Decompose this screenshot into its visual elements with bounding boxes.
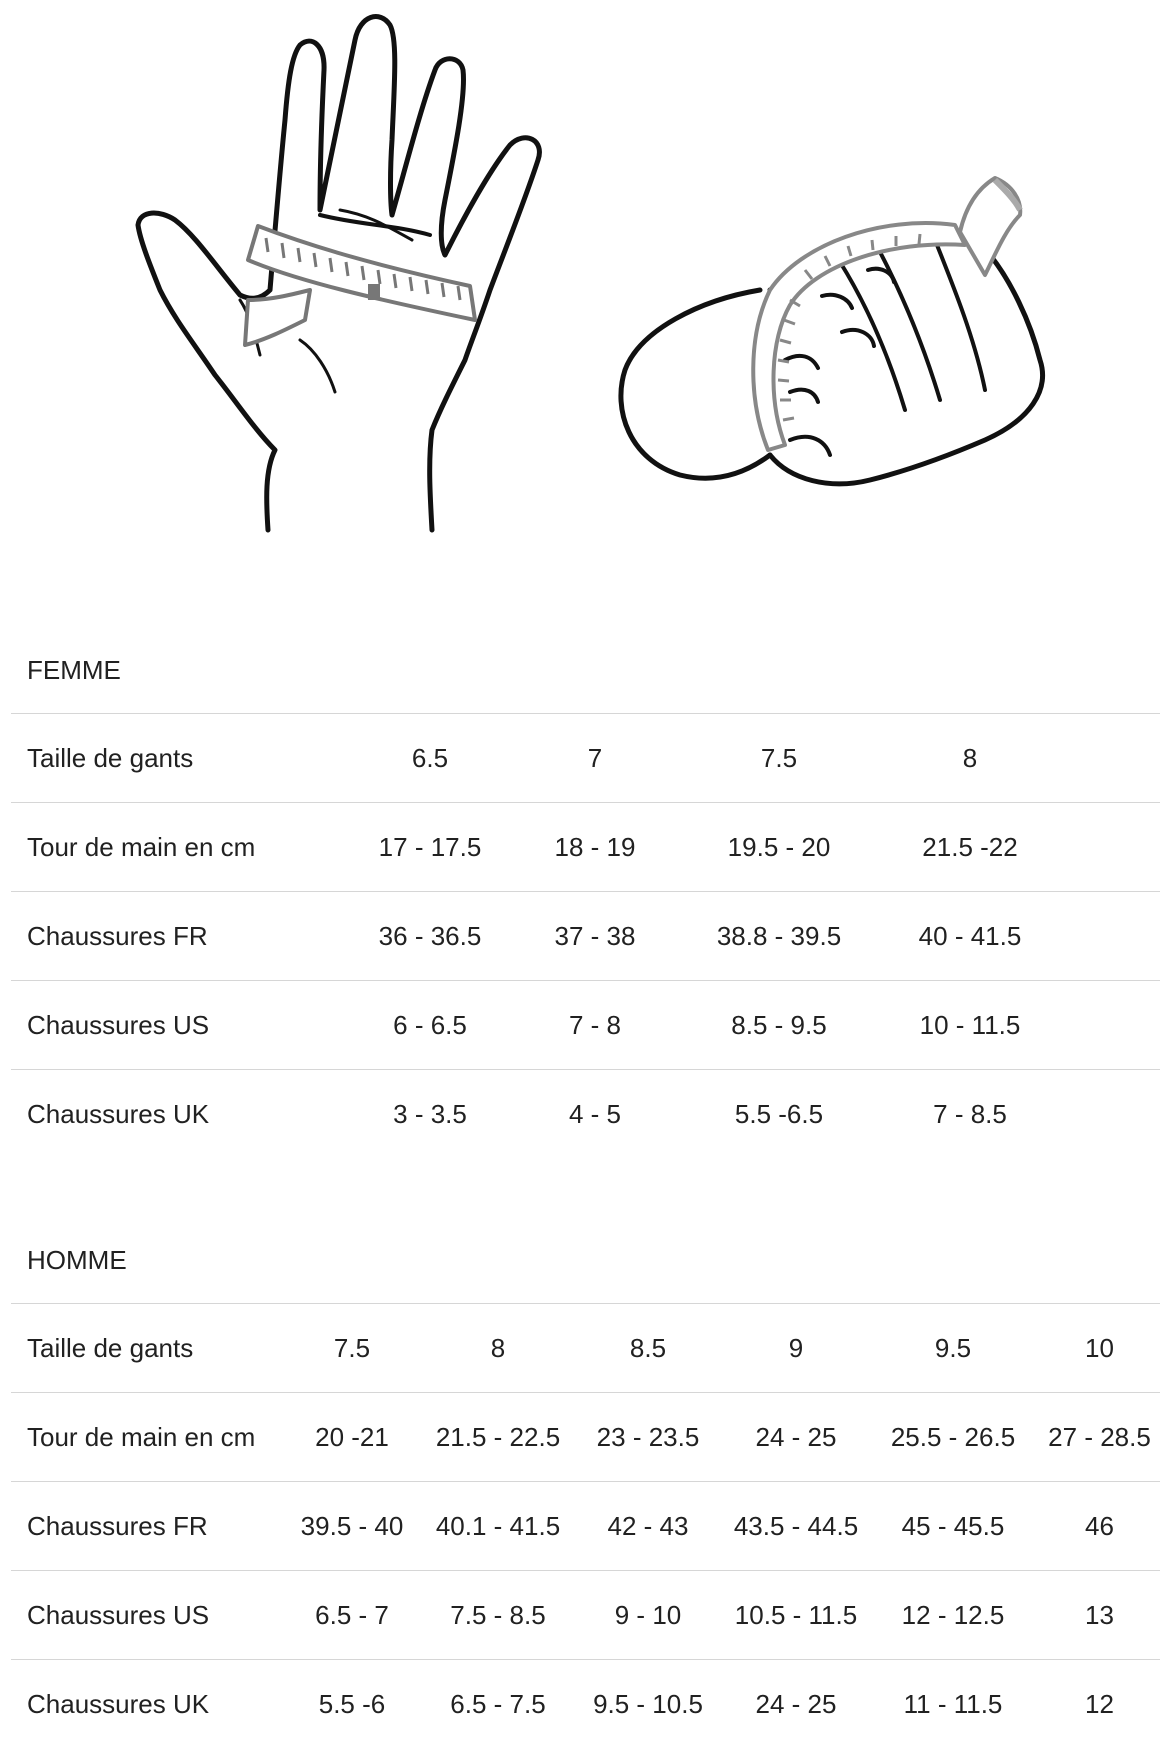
table-cell: 4 - 5 <box>524 1070 666 1159</box>
row-label: Chaussures UK <box>11 1660 279 1748</box>
table-cell: 19.5 - 20 <box>666 803 892 892</box>
table-cell: 5.5 -6.5 <box>666 1070 892 1159</box>
row-label: Chaussures US <box>11 1571 279 1660</box>
table-cell: 18 - 19 <box>524 803 666 892</box>
table-cell: 6.5 <box>336 714 524 803</box>
table-cell: 3 - 3.5 <box>336 1070 524 1159</box>
table-cell: 38.8 - 39.5 <box>666 892 892 981</box>
table-cell <box>1048 981 1160 1070</box>
table-cell: 37 - 38 <box>524 892 666 981</box>
femme-section-title: FEMME <box>27 657 121 683</box>
row-label: Chaussures US <box>11 981 336 1070</box>
table-cell <box>1048 714 1160 803</box>
table-cell: 11 - 11.5 <box>867 1660 1039 1748</box>
table-cell: 10 - 11.5 <box>892 981 1048 1070</box>
row-label: Taille de gants <box>11 714 336 803</box>
table-cell: 8.5 - 9.5 <box>666 981 892 1070</box>
table-row <box>11 1070 1160 1159</box>
table-cell: 46 <box>1039 1482 1160 1571</box>
table-cell: 7.5 - 8.5 <box>425 1571 571 1660</box>
homme-size-table <box>11 1303 1160 1748</box>
table-cell: 6.5 - 7 <box>279 1571 425 1660</box>
table-cell: 17 - 17.5 <box>336 803 524 892</box>
table-cell: 36 - 36.5 <box>336 892 524 981</box>
table-cell: 9 - 10 <box>571 1571 725 1660</box>
table-cell: 21.5 -22 <box>892 803 1048 892</box>
table-cell: 12 <box>1039 1660 1160 1748</box>
table-cell: 24 - 25 <box>725 1660 867 1748</box>
table-row <box>11 981 1160 1070</box>
row-label: Tour de main en cm <box>11 1393 279 1482</box>
table-cell: 7 - 8.5 <box>892 1070 1048 1159</box>
fist-icon <box>621 234 1043 484</box>
table-cell: 45 - 45.5 <box>867 1482 1039 1571</box>
table-cell: 9 <box>725 1304 867 1393</box>
table-cell: 8 <box>892 714 1048 803</box>
table-cell: 42 - 43 <box>571 1482 725 1571</box>
table-cell: 7 - 8 <box>524 981 666 1070</box>
table-row <box>11 714 1160 803</box>
table-row <box>11 1304 1160 1393</box>
table-cell: 6.5 - 7.5 <box>425 1660 571 1748</box>
table-row <box>11 1393 1160 1482</box>
row-label: Chaussures UK <box>11 1070 336 1159</box>
table-cell <box>1048 1070 1160 1159</box>
table-row <box>11 803 1160 892</box>
table-cell: 40 - 41.5 <box>892 892 1048 981</box>
table-cell: 5.5 -6 <box>279 1660 425 1748</box>
homme-section-title: HOMME <box>27 1247 127 1273</box>
row-label: Chaussures FR <box>11 1482 279 1571</box>
table-row <box>11 1571 1160 1660</box>
table-cell: 9.5 - 10.5 <box>571 1660 725 1748</box>
row-label: Taille de gants <box>11 1304 279 1393</box>
table-cell <box>1048 803 1160 892</box>
measuring-tape-icon <box>753 178 1020 450</box>
femme-size-table <box>11 713 1160 1158</box>
table-cell: 20 -21 <box>279 1393 425 1482</box>
table-cell <box>1048 892 1160 981</box>
hand-measurement-illustration <box>0 0 1168 560</box>
table-cell: 10.5 - 11.5 <box>725 1571 867 1660</box>
row-label: Chaussures FR <box>11 892 336 981</box>
table-cell: 43.5 - 44.5 <box>725 1482 867 1571</box>
table-cell: 40.1 - 41.5 <box>425 1482 571 1571</box>
table-cell: 10 <box>1039 1304 1160 1393</box>
table-cell: 24 - 25 <box>725 1393 867 1482</box>
table-cell: 21.5 - 22.5 <box>425 1393 571 1482</box>
table-cell: 13 <box>1039 1571 1160 1660</box>
table-row <box>11 1660 1160 1748</box>
table-cell: 8 <box>425 1304 571 1393</box>
table-cell: 39.5 - 40 <box>279 1482 425 1571</box>
row-label: Tour de main en cm <box>11 803 336 892</box>
table-cell: 27 - 28.5 <box>1039 1393 1160 1482</box>
table-cell: 25.5 - 26.5 <box>867 1393 1039 1482</box>
table-cell: 23 - 23.5 <box>571 1393 725 1482</box>
table-row <box>11 892 1160 981</box>
table-cell: 7 <box>524 714 666 803</box>
table-cell: 7.5 <box>666 714 892 803</box>
table-row <box>11 1482 1160 1571</box>
table-cell: 7.5 <box>279 1304 425 1393</box>
table-cell: 6 - 6.5 <box>336 981 524 1070</box>
table-cell: 12 - 12.5 <box>867 1571 1039 1660</box>
table-cell: 8.5 <box>571 1304 725 1393</box>
table-cell: 9.5 <box>867 1304 1039 1393</box>
